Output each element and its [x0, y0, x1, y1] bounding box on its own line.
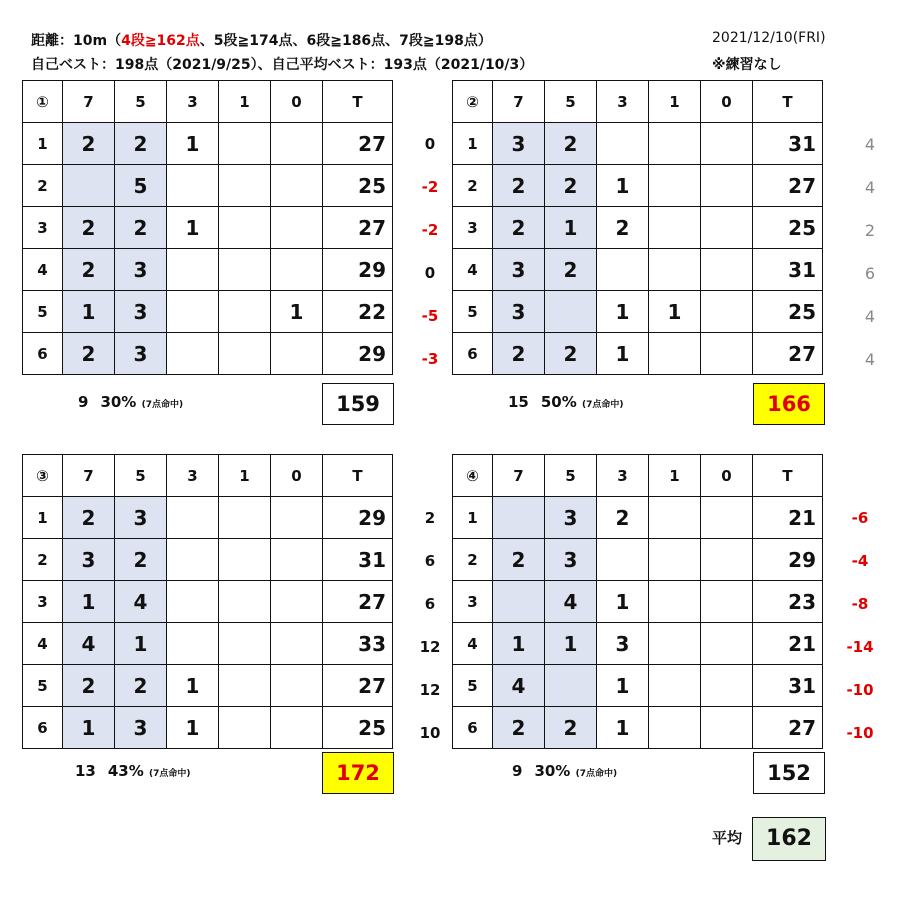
end-total: 29	[753, 539, 823, 581]
end-total: 31	[753, 665, 823, 707]
score-cell: 4	[545, 581, 597, 623]
score-cell: 1	[545, 207, 597, 249]
end-total: 29	[323, 333, 393, 375]
score-cell: 3	[545, 539, 597, 581]
distance-text: 距離：10m（	[31, 33, 122, 49]
column-header: T	[323, 81, 393, 123]
table-row	[23, 665, 393, 707]
end-number: 4	[23, 249, 63, 291]
score-cell	[271, 665, 323, 707]
score-cell: 2	[493, 333, 545, 375]
round-number: ③	[23, 455, 63, 497]
end-difference: 12	[419, 638, 441, 656]
score-cell	[271, 165, 323, 207]
table-row	[453, 707, 823, 749]
table-row	[23, 707, 393, 749]
end-total: 25	[323, 165, 393, 207]
score-cell: 1	[597, 291, 649, 333]
end-number: 1	[453, 497, 493, 539]
score-cell: 3	[597, 623, 649, 665]
score-cell: 5	[115, 165, 167, 207]
table-row	[453, 165, 823, 207]
score-cell	[701, 291, 753, 333]
score-cell	[545, 665, 597, 707]
score-cell	[649, 581, 701, 623]
score-cell: 2	[597, 497, 649, 539]
end-total: 21	[753, 623, 823, 665]
score-cell	[219, 249, 271, 291]
round-number: ④	[453, 455, 493, 497]
column-header: 1	[649, 455, 701, 497]
end-total: 27	[323, 581, 393, 623]
hit-percent: 43%	[107, 762, 150, 780]
round-number: ①	[23, 81, 63, 123]
column-header: 7	[63, 81, 115, 123]
hit-note: (7点命中)	[582, 400, 624, 410]
end-difference: 10	[419, 724, 441, 742]
end-total: 29	[323, 249, 393, 291]
end-total: 27	[753, 165, 823, 207]
table-row	[453, 581, 823, 623]
table-header-row	[453, 455, 823, 497]
score-cell: 3	[115, 249, 167, 291]
score-cell: 4	[115, 581, 167, 623]
end-total: 25	[323, 707, 393, 749]
end-number: 3	[23, 581, 63, 623]
table-header-row	[453, 81, 823, 123]
table-row	[23, 165, 393, 207]
column-header: 0	[701, 81, 753, 123]
end-difference: 6	[424, 552, 436, 570]
score-cell: 3	[493, 291, 545, 333]
score-cell: 2	[115, 665, 167, 707]
column-header: 3	[597, 455, 649, 497]
column-header: T	[323, 455, 393, 497]
score-cell: 2	[63, 333, 115, 375]
score-cell: 1	[649, 291, 701, 333]
column-header: 5	[115, 81, 167, 123]
hit-stats	[78, 393, 183, 411]
score-cell: 2	[115, 123, 167, 165]
score-cell	[167, 333, 219, 375]
score-cell	[493, 581, 545, 623]
round-total: 166	[753, 383, 825, 425]
table-row	[453, 207, 823, 249]
score-cell	[271, 497, 323, 539]
score-cell: 2	[493, 207, 545, 249]
hit-percent: 50%	[540, 393, 583, 411]
end-number: 3	[453, 207, 493, 249]
score-cell	[271, 707, 323, 749]
score-cell	[649, 165, 701, 207]
score-cell	[219, 707, 271, 749]
score-cell: 3	[493, 249, 545, 291]
column-header: 5	[115, 455, 167, 497]
score-cell	[701, 333, 753, 375]
score-cell: 2	[545, 165, 597, 207]
header-line-2: 自己ベスト：198点（2021/9/25）、自己平均ベスト：193点（2021/10/3）	[31, 57, 534, 73]
score-cell: 1	[597, 581, 649, 623]
score-cell: 2	[63, 249, 115, 291]
score-cell	[597, 249, 649, 291]
score-cell: 2	[63, 123, 115, 165]
column-header: 5	[545, 455, 597, 497]
score-cell	[167, 291, 219, 333]
column-header: 7	[493, 455, 545, 497]
end-number: 4	[453, 249, 493, 291]
score-cell: 1	[597, 665, 649, 707]
table-row	[23, 539, 393, 581]
end-number: 6	[23, 333, 63, 375]
score-cell	[219, 165, 271, 207]
score-cell	[649, 623, 701, 665]
end-number: 2	[453, 165, 493, 207]
hit-count: 9	[78, 393, 89, 411]
score-cell: 1	[63, 581, 115, 623]
round-total: 152	[753, 752, 825, 794]
end-difference: -3	[421, 350, 439, 368]
score-cell: 2	[115, 207, 167, 249]
hit-note: (7点命中)	[141, 400, 184, 410]
table-header-row	[23, 455, 393, 497]
end-total: 29	[323, 497, 393, 539]
score-cell: 1	[167, 207, 219, 249]
score-cell: 2	[545, 123, 597, 165]
score-cell: 2	[493, 707, 545, 749]
score-cell: 1	[597, 165, 649, 207]
column-header: 0	[271, 455, 323, 497]
note: ※練習なし	[712, 57, 782, 73]
column-header: T	[753, 81, 823, 123]
score-cell	[167, 623, 219, 665]
end-number: 6	[453, 707, 493, 749]
end-difference: 12	[419, 681, 441, 699]
end-number: 4	[453, 623, 493, 665]
score-cell: 1	[493, 623, 545, 665]
end-total: 31	[323, 539, 393, 581]
round-1-table	[22, 80, 393, 375]
hit-stats	[512, 762, 617, 780]
hit-percent: 30%	[534, 762, 576, 780]
end-difference: -10	[846, 724, 874, 742]
column-header: 1	[649, 81, 701, 123]
table-row	[453, 333, 823, 375]
score-cell	[271, 123, 323, 165]
score-cell	[167, 165, 219, 207]
score-cell: 1	[63, 291, 115, 333]
date: 2021/12/10(FRI)	[712, 30, 826, 46]
score-cell: 3	[115, 333, 167, 375]
score-cell: 3	[115, 497, 167, 539]
score-cell	[701, 581, 753, 623]
column-header: 3	[597, 81, 649, 123]
score-cell	[167, 581, 219, 623]
score-cell	[271, 207, 323, 249]
score-cell	[545, 291, 597, 333]
end-difference: -6	[851, 509, 869, 527]
score-cell	[649, 249, 701, 291]
score-cell: 1	[597, 333, 649, 375]
score-cell	[493, 497, 545, 539]
score-cell: 2	[493, 165, 545, 207]
score-cell	[701, 665, 753, 707]
round-2-table	[452, 80, 823, 375]
score-cell	[167, 539, 219, 581]
end-total: 23	[753, 581, 823, 623]
score-cell	[701, 707, 753, 749]
score-cell: 1	[167, 665, 219, 707]
end-total: 27	[323, 207, 393, 249]
end-number: 3	[23, 207, 63, 249]
table-row	[23, 207, 393, 249]
column-header: 5	[545, 81, 597, 123]
end-number: 3	[453, 581, 493, 623]
end-difference: -8	[851, 595, 869, 613]
end-difference: 6	[424, 595, 436, 613]
score-cell: 1	[115, 623, 167, 665]
score-cell	[271, 539, 323, 581]
hit-count: 9	[512, 762, 523, 780]
table-row	[23, 581, 393, 623]
score-cell	[649, 123, 701, 165]
hit-count: 13	[75, 762, 96, 780]
score-cell: 4	[63, 623, 115, 665]
score-cell	[271, 333, 323, 375]
table-row	[23, 497, 393, 539]
column-header: 7	[493, 81, 545, 123]
column-header: T	[753, 455, 823, 497]
hit-note: (7点命中)	[149, 769, 191, 779]
score-cell	[649, 333, 701, 375]
score-cell: 2	[63, 665, 115, 707]
end-difference: -14	[846, 638, 874, 656]
end-difference: 4	[864, 307, 876, 326]
score-cell: 3	[545, 497, 597, 539]
end-total: 27	[323, 665, 393, 707]
end-number: 1	[23, 497, 63, 539]
score-cell	[701, 123, 753, 165]
score-cell	[701, 207, 753, 249]
end-total: 25	[753, 291, 823, 333]
score-cell	[167, 249, 219, 291]
end-total: 27	[753, 707, 823, 749]
score-cell	[597, 539, 649, 581]
end-number: 5	[453, 291, 493, 333]
end-difference: 2	[864, 221, 876, 240]
average-label: 平均	[712, 829, 743, 847]
end-difference: 6	[864, 264, 876, 283]
end-number: 1	[23, 123, 63, 165]
table-row	[453, 623, 823, 665]
hit-percent: 30%	[100, 393, 142, 411]
end-total: 21	[753, 497, 823, 539]
score-cell: 1	[63, 707, 115, 749]
column-header: 7	[63, 455, 115, 497]
table-header-row	[23, 81, 393, 123]
score-cell: 1	[167, 707, 219, 749]
end-difference: -10	[846, 681, 874, 699]
end-number: 2	[23, 165, 63, 207]
score-cell: 2	[545, 333, 597, 375]
end-total: 22	[323, 291, 393, 333]
end-difference: 4	[864, 178, 876, 197]
table-row	[23, 333, 393, 375]
round-number: ②	[453, 81, 493, 123]
end-total: 31	[753, 249, 823, 291]
round-total: 159	[322, 383, 394, 425]
score-cell	[219, 623, 271, 665]
score-cell: 2	[63, 497, 115, 539]
round-3-table	[22, 454, 393, 749]
score-cell	[649, 539, 701, 581]
dan-4-threshold: 4段≧162点	[121, 33, 200, 49]
end-total: 27	[753, 333, 823, 375]
table-row	[23, 249, 393, 291]
average-value: 162	[752, 817, 826, 861]
column-header: 0	[701, 455, 753, 497]
end-difference: -4	[851, 552, 869, 570]
table-row	[23, 291, 393, 333]
score-cell	[219, 291, 271, 333]
end-number: 1	[453, 123, 493, 165]
score-cell	[701, 623, 753, 665]
end-difference: 2	[424, 509, 436, 527]
score-cell	[649, 497, 701, 539]
end-number: 6	[23, 707, 63, 749]
end-difference: 0	[424, 264, 436, 282]
table-row	[453, 665, 823, 707]
end-difference: 0	[424, 135, 436, 153]
hit-count: 15	[508, 393, 529, 411]
score-cell: 4	[493, 665, 545, 707]
score-cell	[701, 539, 753, 581]
score-cell: 2	[115, 539, 167, 581]
score-cell	[649, 707, 701, 749]
end-total: 31	[753, 123, 823, 165]
table-row	[453, 123, 823, 165]
column-header: 3	[167, 455, 219, 497]
score-cell: 2	[493, 539, 545, 581]
score-cell: 2	[545, 249, 597, 291]
column-header: 1	[219, 81, 271, 123]
score-cell: 2	[545, 707, 597, 749]
score-cell: 3	[115, 707, 167, 749]
hit-stats	[508, 393, 624, 411]
end-total: 27	[323, 123, 393, 165]
score-cell: 1	[545, 623, 597, 665]
column-header: 0	[271, 81, 323, 123]
score-cell: 1	[271, 291, 323, 333]
end-difference: 4	[864, 350, 876, 369]
score-cell: 3	[493, 123, 545, 165]
hit-stats	[75, 762, 191, 780]
end-difference: -2	[421, 178, 439, 196]
score-cell	[219, 497, 271, 539]
end-total: 33	[323, 623, 393, 665]
score-cell	[701, 165, 753, 207]
table-row	[453, 539, 823, 581]
table-row	[453, 291, 823, 333]
end-number: 5	[23, 665, 63, 707]
end-number: 2	[453, 539, 493, 581]
table-row	[23, 123, 393, 165]
score-cell	[219, 123, 271, 165]
score-cell	[271, 249, 323, 291]
score-cell	[219, 581, 271, 623]
score-cell	[167, 497, 219, 539]
score-cell	[701, 497, 753, 539]
round-4-table	[452, 454, 823, 749]
table-row	[453, 497, 823, 539]
score-cell: 1	[167, 123, 219, 165]
score-cell	[219, 333, 271, 375]
end-total: 25	[753, 207, 823, 249]
score-cell	[219, 207, 271, 249]
score-cell: 3	[63, 539, 115, 581]
column-header: 1	[219, 455, 271, 497]
score-cell: 2	[597, 207, 649, 249]
hit-note: (7点命中)	[575, 769, 618, 779]
end-number: 5	[453, 665, 493, 707]
score-cell	[219, 539, 271, 581]
end-difference: -2	[421, 221, 439, 239]
score-cell: 1	[597, 707, 649, 749]
dan-thresholds: 、5段≧174点、6段≧186点、7段≧198点）	[199, 33, 492, 49]
score-cell	[271, 623, 323, 665]
end-number: 5	[23, 291, 63, 333]
table-row	[453, 249, 823, 291]
score-cell	[597, 123, 649, 165]
score-cell: 3	[115, 291, 167, 333]
header-line-1	[31, 30, 492, 50]
score-cell	[701, 249, 753, 291]
column-header: 3	[167, 81, 219, 123]
score-cell	[271, 581, 323, 623]
table-row	[23, 623, 393, 665]
score-cell: 2	[63, 207, 115, 249]
end-number: 2	[23, 539, 63, 581]
round-total: 172	[322, 752, 394, 794]
end-difference: 4	[864, 135, 876, 154]
score-cell	[649, 207, 701, 249]
end-difference: -5	[421, 307, 439, 325]
score-cell	[63, 165, 115, 207]
end-number: 4	[23, 623, 63, 665]
score-cell	[219, 665, 271, 707]
end-number: 6	[453, 333, 493, 375]
score-cell	[649, 665, 701, 707]
